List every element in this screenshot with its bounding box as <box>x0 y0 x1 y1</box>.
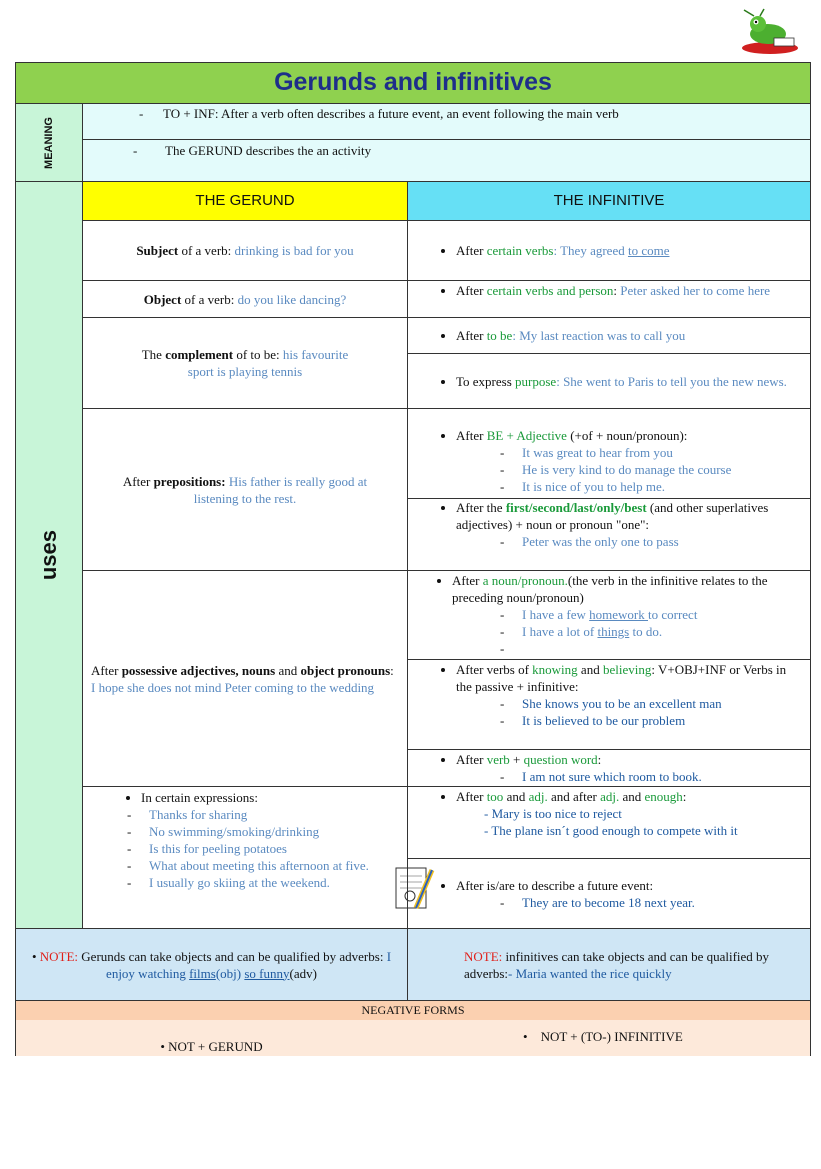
gerund-header: THE GERUND <box>82 181 408 221</box>
gerund-possessive: After possessive adjectives, nouns and object pronouns: I hope she does not mind Peter coming to the wedding <box>82 570 408 787</box>
negative-infinitive: • NOT + (TO-) INFINITIVE <box>407 1020 811 1056</box>
negative-gerund: • NOT + GERUND <box>15 1020 408 1056</box>
inf-knowing-believing: • After verbs of knowing and believing: V+OBJ+INF or Verbs in the passive + infinitive: - She knows you to be an excellent man - It is believed to be our problem <box>407 659 811 750</box>
gerund-object: Object of a verb: do you like dancing? <box>82 280 408 318</box>
uses-label-cell <box>15 181 83 929</box>
inf-noun-pronoun: • After a noun/pronoun.(the verb in the infinitive relates to the preceding noun/pronoun) - I have a few homework to correct - I have a lot of things to do. - <box>407 570 811 660</box>
grasshopper-reading-icon <box>730 8 810 56</box>
inf-future: • After is/are to describe a future event: - They are to become 18 next year. <box>407 858 811 929</box>
gerund-note: • NOTE: Gerunds can take objects and can be qualified by adverbs: I enjoy watching films(obj) so funny(adv) <box>15 928 408 1001</box>
inf-superlatives: • After the first/second/last/only/best (and other superlatives adjectives) + noun or pronoun "one": - Peter was the only one to pass <box>407 498 811 571</box>
uses-label: uses <box>36 529 61 581</box>
page-title: Gerunds and infinitives <box>15 62 811 104</box>
inf-question-word: • After verb + question word: - I am not sure which room to book. <box>407 749 811 787</box>
gerund-complement: The complement of to be: his favourite sport is playing tennis <box>82 317 408 409</box>
gerund-expressions: • In certain expressions: - Thanks for sharing - No swimming/smoking/drinking - Is this for peeling potatoes - What about meeting this afternoon at five. - I usually go skiing at the weekend. <box>82 786 408 929</box>
meaning-line-1: - TO + INF: After a verb often describes a future event, an event following the main verb <box>82 103 811 140</box>
inf-certain-verbs: • After certain verbs: They agreed to come <box>407 220 811 281</box>
infinitive-note: NOTE: infinitives can take objects and can be qualified by adverbs:- Maria wanted the rice quickly <box>407 928 811 1001</box>
inf-verbs-person: • After certain verbs and person: Peter asked her to come here <box>407 280 811 318</box>
gerund-prepositions: After prepositions: His father is really good at listening to the rest. <box>82 408 408 571</box>
infinitive-header: THE INFINITIVE <box>407 181 811 221</box>
meaning-label-cell <box>15 103 83 182</box>
inf-to-be: • After to be: My last reaction was to call you <box>407 317 811 354</box>
gerund-subject: Subject of a verb: drinking is bad for you <box>82 220 408 281</box>
inf-purpose: • To express purpose: She went to Paris to tell you the new news. <box>407 353 811 409</box>
inf-adjective: • After BE + Adjective (+of + noun/pronoun): - It was great to hear from you - He is very kind to do manage the course - It is nice of you to help me. <box>407 408 811 499</box>
negative-forms-header: NEGATIVE FORMS <box>15 1000 811 1021</box>
inf-too-enough: • After too and adj. and after adj. and enough: - Mary is too nice to reject - The plane isn´t good enough to compete with it <box>407 786 811 859</box>
meaning-label: MEANING <box>43 116 55 169</box>
meaning-line-2: - The GERUND describes the an activity <box>82 139 811 182</box>
